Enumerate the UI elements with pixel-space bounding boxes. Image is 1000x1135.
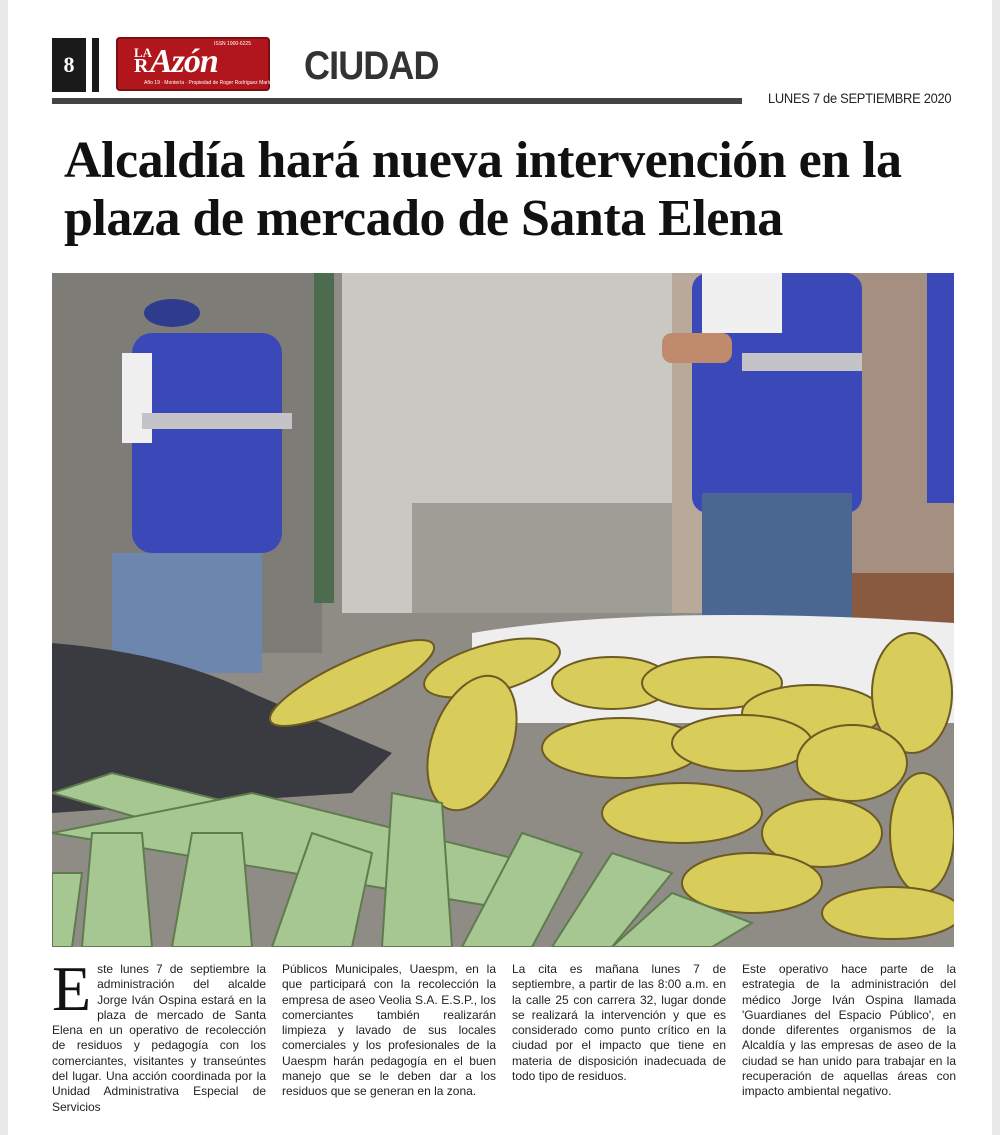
logo-r: R — [134, 55, 149, 77]
article-column-3: La cita es mañana lunes 7 de septiembre, a partir de las 8:00 a.m. en la calle 25 con carrera 32, lugar donde se realizará la intervención y que es considerado como punto crítico en la ciudad por el impacto que tiene en materia de disposición inadecuada de todo tipo de residuos. — [512, 962, 726, 1084]
issue-date: LUNES 7 de SEPTIEMBRE 2020 — [768, 90, 952, 106]
logo-tagline: Año 19 · Montería · Propiedad de Roger Rodríguez Marín — [144, 80, 272, 86]
newspaper-logo — [116, 37, 270, 91]
drop-cap: E — [52, 953, 92, 1024]
article-column-4: Este operativo hace parte de la estrategia de la administración del médico Jorge Iván Ospina llamada 'Guardianes del Espacio Público', en donde diferentes organismos de la Alcaldía y las empresas de aseo de la ciudad se han unido para trabajar en la recuperación de aquellas áreas con impacto ambiental negativo. — [742, 962, 956, 1099]
logo-issn: ISSN 1900-6225 — [214, 41, 251, 47]
column-1-text: ste lunes 7 de septiembre la administración del alcalde Jorge Iván Ospina estará en la plaza de mercado de Santa Elena en un operativo de recolección de residuos y pedagogía con los comerciantes, visitantes y transeúntes del lugar. Una acción coordinada por la Unidad Administrativa Especial de Servicios — [52, 962, 266, 1114]
header-rule — [52, 98, 742, 104]
article-column-1 — [52, 953, 266, 1115]
logo-main: Azón — [150, 43, 218, 80]
article-photo — [52, 273, 954, 947]
newspaper-page — [8, 0, 992, 1135]
logo-la: LA — [134, 45, 153, 60]
article-body — [52, 953, 956, 1122]
article-column-2: Públicos Municipales, Uaespm, en la que participará con la recolección la empresa de aseo Veolia S.A. E.S.P., los comerciantes también realizarán limpieza y lavado de sus locales comerciales y los profesionales de la Uaespm harán pedagogía en el buen manejo que se le deben dar a los residuos que se generan en la zona. — [282, 962, 496, 1099]
section-title: CIUDAD — [304, 44, 439, 88]
page-header — [52, 38, 952, 98]
divider — [92, 38, 99, 92]
market-photo-illustration — [52, 273, 954, 947]
article-headline: Alcaldía hará nueva intervención en la plaza de mercado de Santa Elena — [64, 132, 902, 247]
page-number: 8 — [52, 38, 86, 92]
